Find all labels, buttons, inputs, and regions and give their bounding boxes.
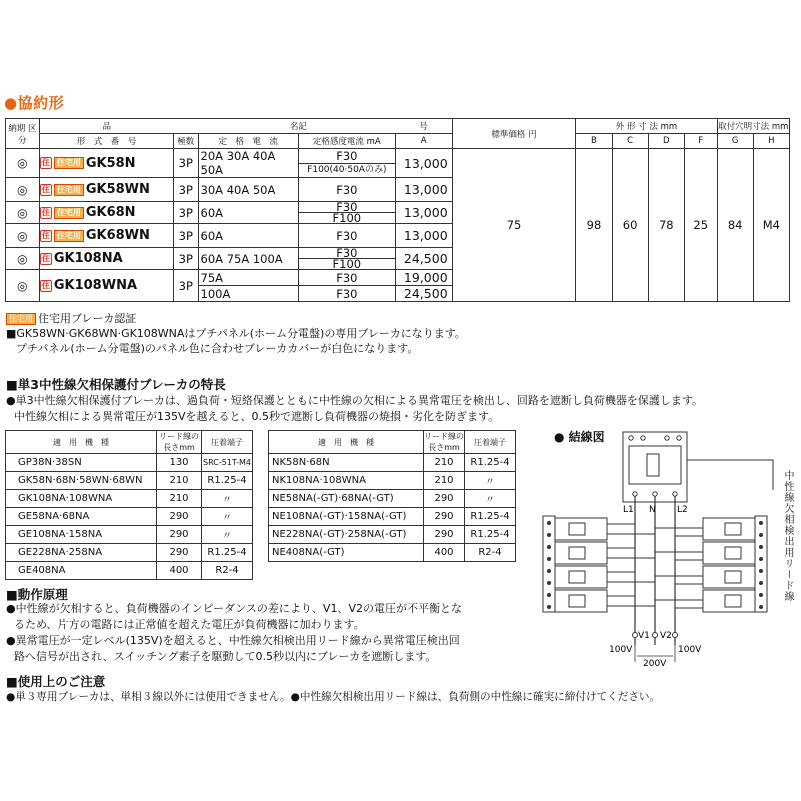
lead-wire-table-left: 適 用 機 種 リード線の長さmm 圧着端子 GP38N·38SN 130 SRC-51T-M4 GK58N·68N·58WN·68WN 210 R1.25-4 GK108NA·108WNA 210 〃 GE58NA·68NA 290 〃 GE108NA·158NA 290 〃 GE228NA·258NA 290 R1.25-4 GE408NA 400 R2-4	[5, 430, 253, 580]
table-row: GE408NA 400 R2-4	[6, 562, 253, 580]
table-row: NK58N·68N 210 R1.25-4	[269, 454, 516, 472]
model-name: 住 住宅用 GK58N	[39, 149, 173, 178]
cert-note: 住宅用 住宅用ブレーカ認証	[6, 311, 136, 326]
table-row: ◎ 住 GK108WNA 3P 75A F30 19,000	[6, 270, 790, 286]
label-v2: V2	[660, 631, 672, 641]
table-row: GE228NA·258NA 290 R1.25-4	[6, 544, 253, 562]
cert-badge-icon: 住	[41, 253, 50, 263]
lead-wire-table-right: 適 用 機 種 リード線の長さmm 圧着端子 NK58N·68N 210 R1.25-4 NK108NA·108WNA 210 〃 NE58NA(-GT)·68NA(-GT) 290 〃 NE108NA(-GT)·158NA(-GT) 290 R1.25-4 NE228NA(-GT)·258NA(-GT) 290 R1.25-4 NE408NA(-GT) 400 R2-4	[268, 430, 516, 562]
house-logo-icon: 住宅用	[54, 184, 84, 196]
table-row: ◎ 住 住宅用 GK58N 3P 20A 30A 40A 50A F30 13,000 75 98 60 78 25 84 M4	[6, 149, 790, 164]
cert-badge-icon: 住	[41, 184, 50, 194]
cert-badge-icon: 住	[41, 230, 50, 240]
header-hole: 取付穴明寸法 mm	[717, 119, 789, 134]
house-logo-icon: 住宅用	[54, 207, 84, 219]
label-l2: L2	[677, 505, 688, 515]
label-n: N	[649, 505, 656, 515]
table-row: GP38N·38SN 130 SRC-51T-M4	[6, 454, 253, 472]
table-row: ◎ 住 GK108NA 3P 60A 75A 100A F30 24,500	[6, 248, 790, 259]
label-100v-left: 100V	[609, 645, 633, 655]
house-logo-icon: 住宅用	[6, 313, 36, 325]
principle-bullet-1: ●中性線が欠相すると、負荷機器のインピーダンスの差により、V1、V2の電圧が不平衡とな	[6, 602, 462, 615]
note-exclusive: ■GK58WN·GK68WN·GK108WNAはプチパネル(ホーム分電盤)の専用ブレーカになります。	[6, 327, 466, 340]
table-row: GK58N·68N·58WN·68WN 210 R1.25-4	[6, 472, 253, 490]
cert-badge-icon: 住	[41, 158, 50, 167]
table-row: NE108NA(-GT)·158NA(-GT) 290 R1.25-4	[269, 508, 516, 526]
table-row: ◎ 住 住宅用 GK68N 3P 60A F30 13,000	[6, 202, 790, 213]
principle-bullet-1b: るため、片方の電路には正常値を超えた電圧が負荷機器に加わります。	[14, 618, 365, 631]
product-table: 納期 区分 品 名 記 号 標準価格 円 外 形 寸 法 mm 取付穴明寸法 mm 形 式 番 号 極数 定 格 電 流 定格感度電流 mA A B C D F G H ◎ 住 住宅用 GK58N 3P 20A 30A 40A 50A F30 13,000 75 98 60 78 25 84 M4 F100(40·50Aのみ) ◎ 住 住宅用 GK58WN 3P 30A 40A 50A F30 13,000 ◎ 住 住宅用 GK68N 3P 60A F30 13,000 F100 ◎ 住 住宅用 GK68WN 3P 60A F30 13,000 ◎ 住 GK108NA 3P 60A 75A 100A F30 24,500 F100 ◎ 住 GK108WNA 3P 75A F30 19,000 100A F30 24,500	[5, 118, 790, 302]
table-row: GE108NA·158NA 290 〃	[6, 526, 253, 544]
principle-bullet-2: ●異常電圧が一定レベル(135V)を超えると、中性線欠相検出用リード線から異常電圧検出回	[6, 634, 460, 647]
breaker-switch-icon	[647, 454, 659, 476]
table-row: NE58NA(-GT)·68NA(-GT) 290 〃	[269, 490, 516, 508]
table-row: ◎ 住 住宅用 GK68WN 3P 60A F30 13,000	[6, 224, 790, 248]
table-row: NE408NA(-GT) 400 R2-4	[269, 544, 516, 562]
section-title: ●協約形	[4, 94, 65, 112]
diagram-title: ● 結線図	[554, 430, 605, 444]
feature-bullet-1: ●単3中性線欠相保護付ブレーカは、過負荷・短絡保護とともに中性線の欠相による異常電圧を検出し、回路を遮断し負荷機器を保護します。	[6, 394, 704, 407]
principle-bullet-2b: 路へ信号が出され、スイッチング素子を駆動して0.5秒以内にブレーカを遮断します。	[14, 650, 437, 663]
caution-bullet: ●単３専用ブレーカは、単相３線以外には使用できません。●中性線欠相検出用リード線は、負荷側の中性線に確実に締付けてください。	[6, 691, 661, 703]
note-cover-color: プチパネル(ホーム分電盤)のパネル色に合わせブレーカカバーが白色になります。	[16, 342, 419, 355]
caution-title: ■使用上のご注意	[6, 674, 106, 689]
table-row: NE228NA(-GT)·258NA(-GT) 290 R1.25-4	[269, 526, 516, 544]
table-row: GE58NA·68NA 290 〃	[6, 508, 253, 526]
lead-wire-label: 中性線欠相検出用リード線	[782, 470, 793, 602]
header-outer: 外 形 寸 法 mm	[576, 119, 717, 134]
label-200v: 200V	[643, 659, 667, 669]
header-price: 標準価格 円	[452, 119, 576, 149]
table-row: ◎ 住 住宅用 GK58WN 3P 30A 40A 50A F30 13,000	[6, 178, 790, 202]
cert-badge-icon: 住	[41, 207, 50, 217]
label-l1: L1	[623, 505, 634, 515]
principle-title: ■動作原理	[6, 587, 68, 602]
label-100v-right: 100V	[678, 645, 702, 655]
wiring-diagram	[535, 430, 785, 670]
header-cat: 納期 区分	[6, 119, 40, 149]
house-logo-icon: 住宅用	[54, 157, 84, 169]
feature-bullet-2: 中性線欠相による異常電圧が135Vを越えると、0.5秒で遮断し負荷機器の焼損・劣化を防ぎます。	[14, 410, 500, 423]
label-v1: V1	[638, 631, 650, 641]
cert-badge-icon: 住	[41, 280, 50, 290]
feature-title: ■単3中性線欠相保護付ブレーカの特長	[6, 377, 226, 392]
table-row: GK108NA·108WNA 210 〃	[6, 490, 253, 508]
table-row: NK108NA·108WNA 210 〃	[269, 472, 516, 490]
house-logo-icon: 住宅用	[54, 230, 84, 242]
